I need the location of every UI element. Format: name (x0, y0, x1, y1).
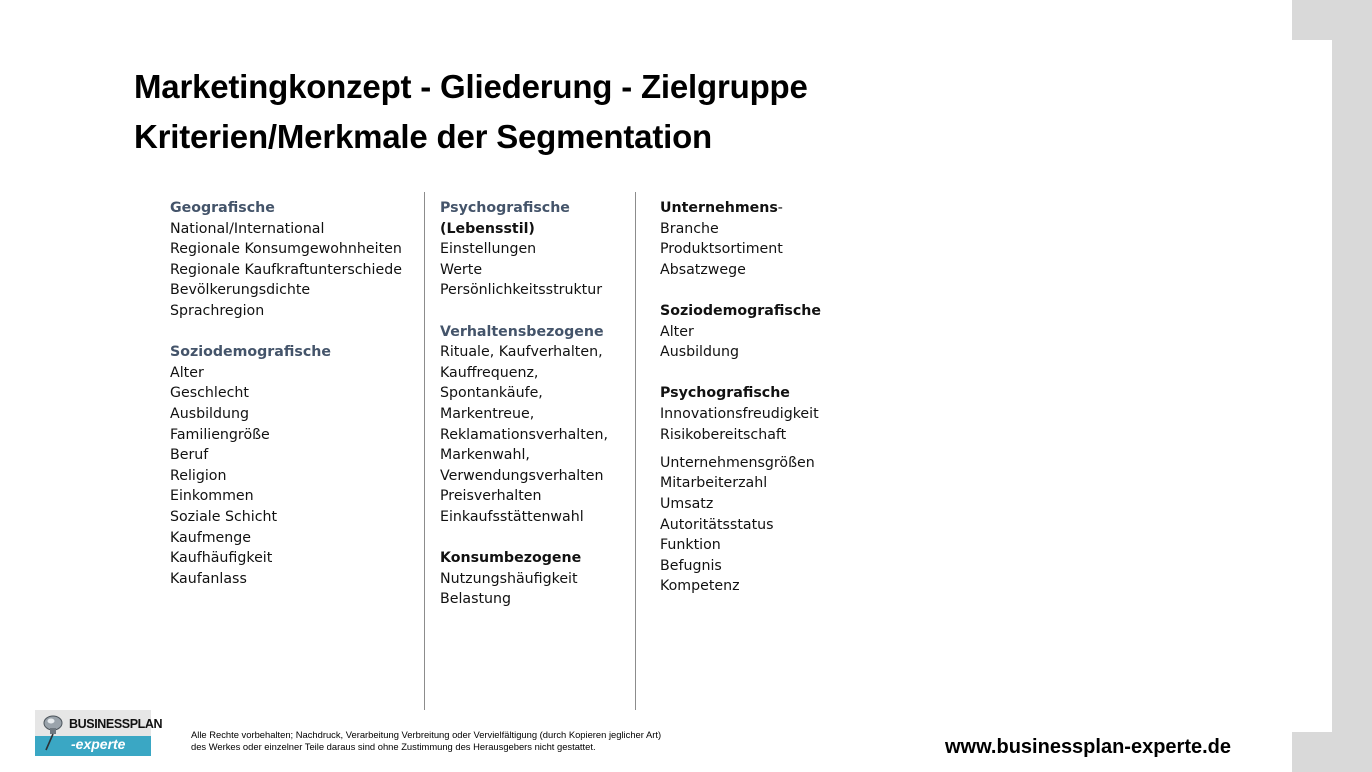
list-item: Einkaufsstättenwahl (440, 508, 584, 525)
list-item: Soziale Schicht (170, 508, 278, 525)
list-item: Ausbildung (170, 405, 249, 422)
list-item: Belastung (440, 591, 512, 608)
title-line-2: Kriterien/Merkmale der Segmentation (134, 118, 713, 155)
list-item: Kompetenz (660, 578, 740, 595)
list-item: Beruf (170, 447, 209, 464)
businessplan-logo (35, 710, 163, 756)
list-item: Kaufmenge (170, 529, 252, 546)
section-heading: Soziodemografische (170, 344, 331, 361)
list-item: Alter (170, 364, 204, 381)
list-item: Ausbildung (660, 344, 739, 361)
heading-prefix: (L (440, 220, 456, 237)
list-item: Bevölkerungsdichte (170, 282, 311, 299)
website-url[interactable]: www.businessplan-experte.de (945, 736, 1232, 758)
side-bar-top (1292, 0, 1372, 40)
section-heading: Soziodemografische (660, 302, 821, 319)
list-item: Mitarbeiterzahl (660, 475, 768, 492)
heading-rest: ebensstil) (455, 220, 535, 237)
list-item: Regionale Kaufkraftunterschiede (170, 261, 402, 278)
side-bar-bottom (1292, 732, 1372, 772)
list-item: Nutzungshäufigkeit (440, 570, 578, 587)
list-item: Autoritätsstatus (660, 516, 774, 533)
list-item: Produktsortiment (660, 241, 783, 258)
logo-name: BUSINESSPLAN (69, 717, 163, 731)
list-item: Spontankäufe, (440, 385, 543, 402)
section-geografische (170, 198, 402, 322)
list-item: Befugnis (660, 557, 722, 574)
list-item: Funktion (660, 537, 721, 554)
column-divider-1 (424, 192, 425, 710)
section-konsumbezogene (440, 548, 608, 610)
section-heading (660, 198, 821, 219)
list-item: Kaufhäufigkeit (170, 550, 273, 567)
section-unternehmens (660, 198, 821, 280)
column-consumer-b2c (170, 198, 402, 610)
list-item: Risikobereitschaft (660, 426, 787, 443)
list-item: Kauffrequenz, (440, 364, 539, 381)
section-psychografische (440, 198, 608, 301)
logo-subtitle: -experte (71, 736, 126, 752)
list-item: Regionale Konsumgewohnheiten (170, 241, 402, 258)
section-psychografische-b2b (660, 383, 821, 445)
section-heading: Psychografische (440, 200, 570, 216)
copyright-notice (191, 729, 661, 753)
copyright-line-1: Alle Rechte vorbehalten; Nachdruck, Verarbeitung Verbreitung oder Vervielfältigung (durch Kopieren jeglicher Art) (191, 729, 662, 740)
column-behavioral (440, 198, 608, 630)
section-heading: Verhaltensbezogene (440, 323, 604, 340)
list-item: Persönlichkeitsstruktur (440, 282, 603, 299)
list-item: Verwendungsverhalten (440, 467, 604, 484)
list-item: Unternehmensgrößen (660, 454, 815, 471)
list-item: Alter (660, 323, 694, 340)
list-item: Sprachregion (170, 302, 265, 319)
section-heading: Geografische (170, 200, 275, 216)
list-item: Einstellungen (440, 241, 537, 258)
section-verhaltensbezogene (440, 322, 608, 528)
list-item: National/International (170, 220, 325, 237)
list-item: Preisverhalten (440, 488, 542, 505)
list-item: Innovationsfreudigkeit (660, 405, 819, 422)
list-item: Umsatz (660, 495, 714, 512)
list-item: Absatzwege (660, 261, 746, 278)
heading-suffix: - (777, 200, 783, 216)
section-heading: Konsumbezogene (440, 550, 582, 567)
list-item: Markentreue, (440, 405, 535, 422)
side-bar (1332, 40, 1372, 732)
copyright-line-2: des Werkes oder einzelner Teile daraus sind ohne Zustimmung des Herausgebers nicht gestattet. (191, 741, 596, 752)
page-title (134, 62, 808, 162)
list-item: Familiengröße (170, 426, 270, 443)
section-unternehmensgroessen (660, 453, 821, 597)
section-soziodemografische-b2b (660, 301, 821, 363)
list-item: Geschlecht (170, 385, 249, 402)
section-soziodemografische (170, 342, 402, 589)
list-item: Einkommen (170, 488, 254, 505)
column-business-b2b (660, 198, 821, 617)
list-item: Rituale, Kaufverhalten, (440, 344, 603, 361)
list-item: Werte (440, 261, 483, 278)
title-line-1: Marketingkonzept - Gliederung - Zielgruppe (134, 68, 808, 105)
list-item: Religion (170, 467, 227, 484)
section-heading-suffix (440, 219, 608, 240)
pushpin-icon (41, 714, 65, 752)
column-divider-2 (635, 192, 636, 710)
list-item: Reklamationsverhalten, (440, 426, 609, 443)
list-item: Kaufanlass (170, 570, 247, 587)
section-heading: Psychografische (660, 385, 790, 402)
heading-text: Unternehmens (660, 200, 778, 216)
list-item: Branche (660, 220, 719, 237)
list-item: Markenwahl, (440, 447, 530, 464)
